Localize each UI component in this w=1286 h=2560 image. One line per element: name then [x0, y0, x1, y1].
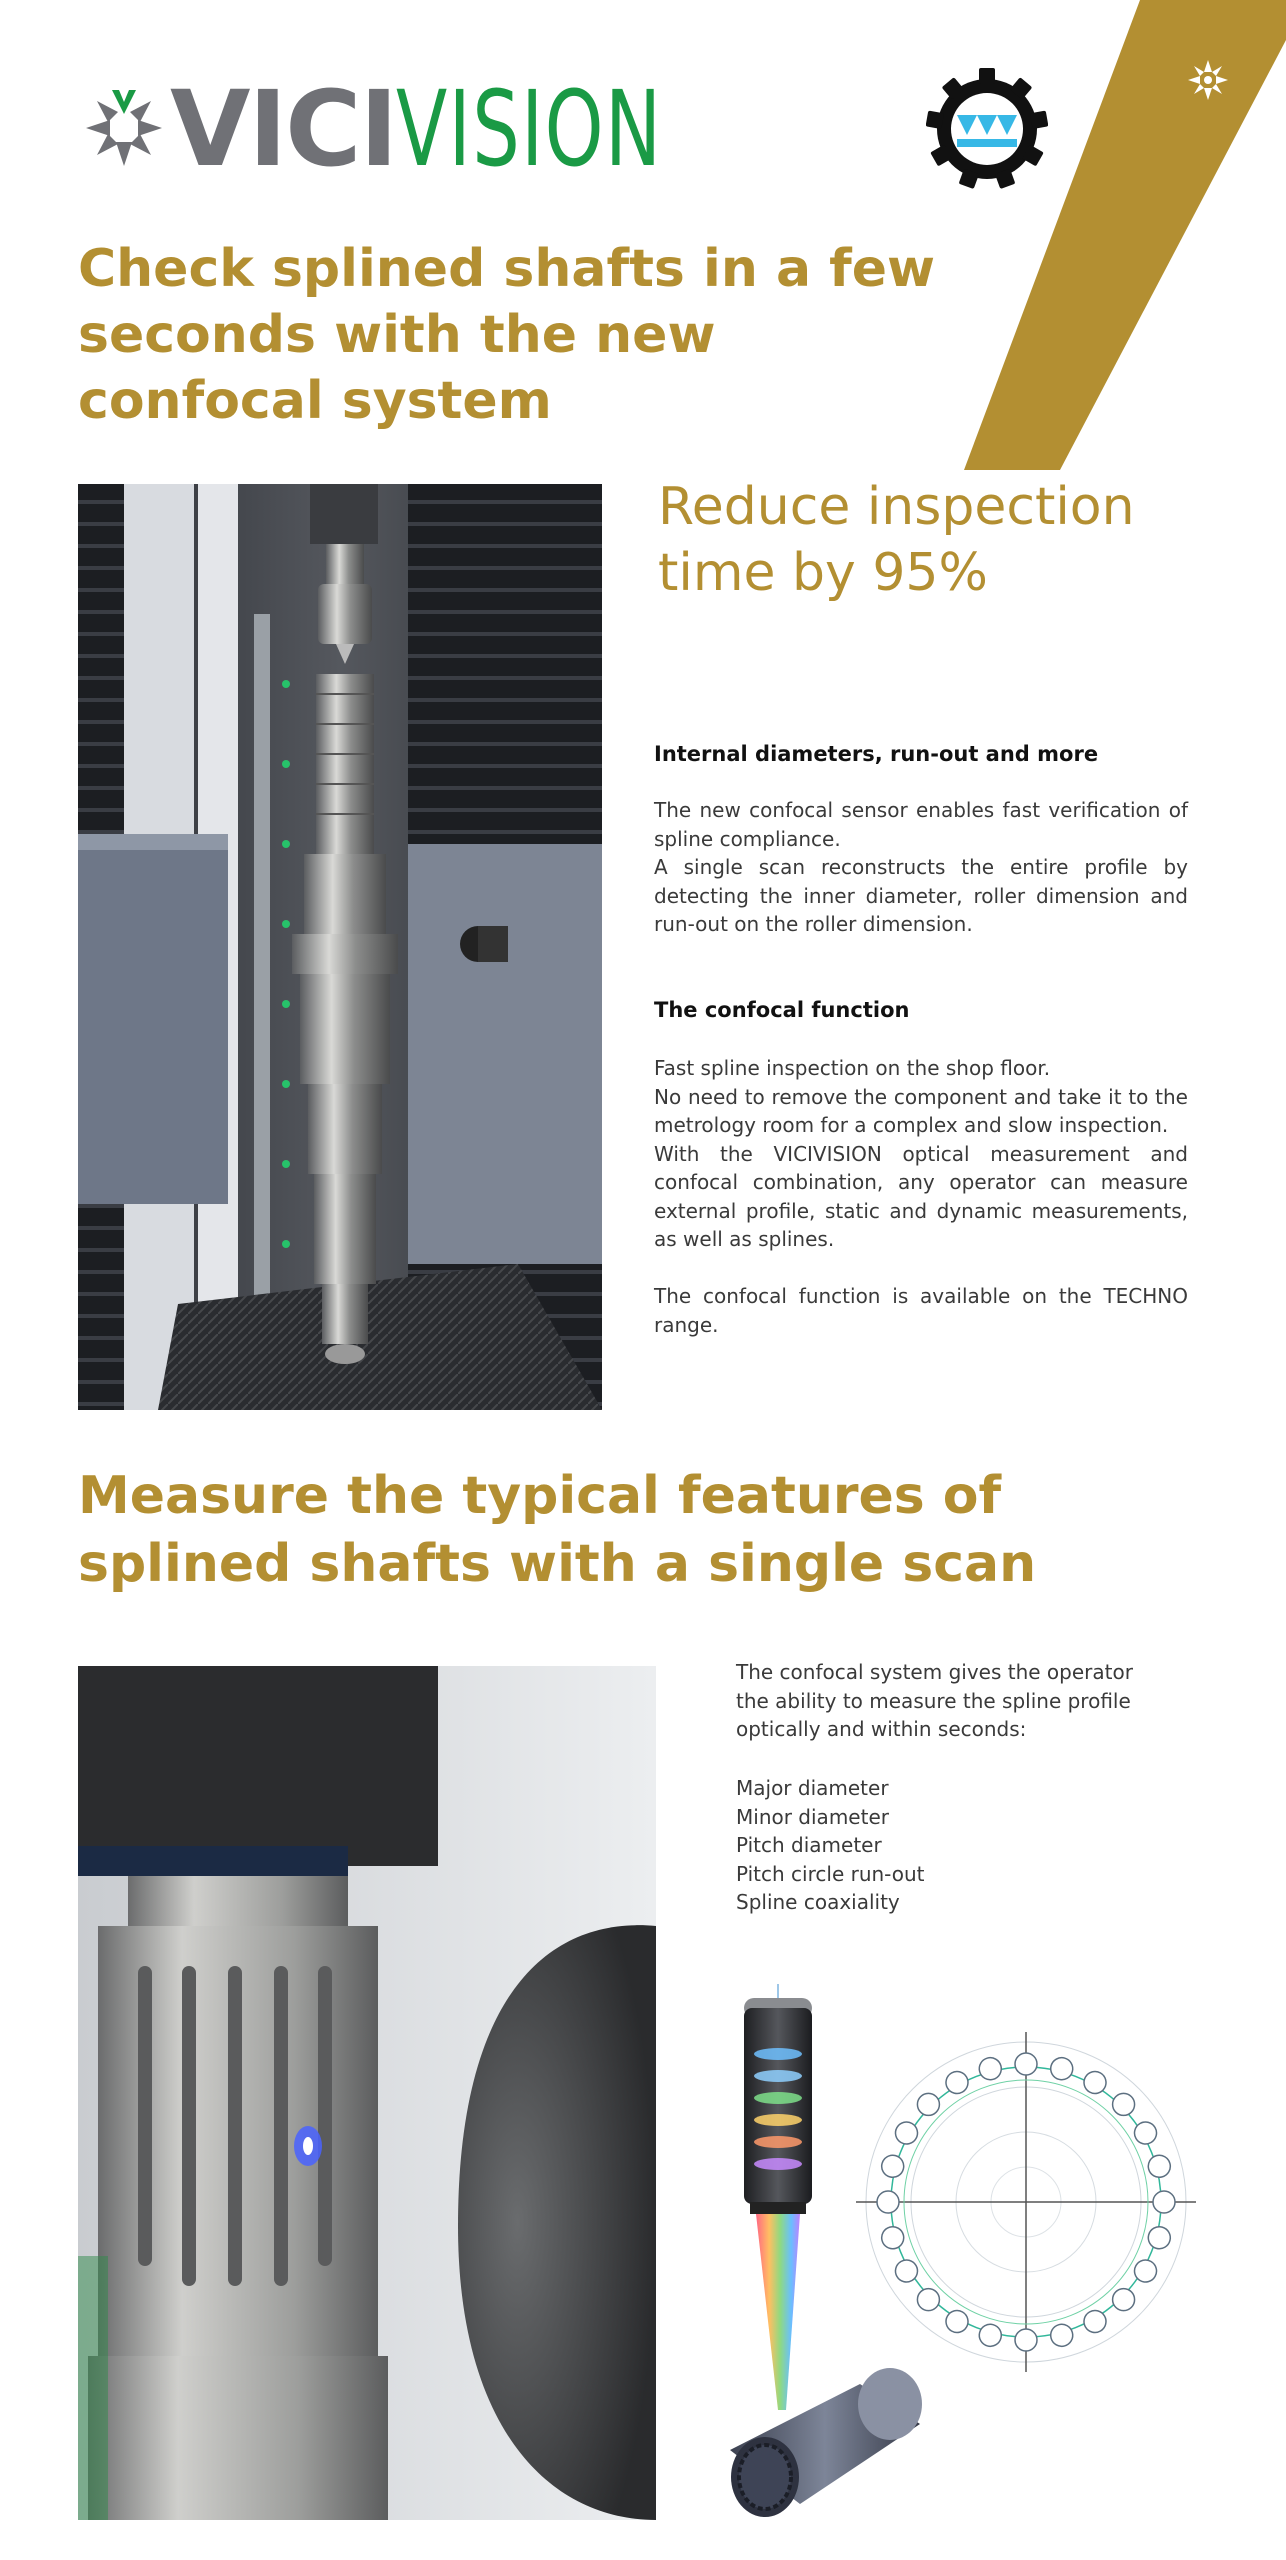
- paragraph: With the VICIVISION optical measurement and confocal combination, any operator can measure external profile, static and dynamic measurements, as well as splines.: [654, 1141, 1188, 1251]
- confocal-spline-diagram: [720, 1984, 1204, 2524]
- spline-profile-plot: [856, 2032, 1196, 2372]
- list-item: Pitch circle run-out: [736, 1861, 925, 1886]
- logo-text-bold: VICI: [170, 68, 397, 190]
- paragraph: A single scan reconstructs the entire profile by detecting the inner diameter, roller dimension and run-out on the roller dimension.: [654, 855, 1188, 936]
- machine-photo: [78, 484, 602, 1410]
- section-title-measure: Measure the typical features of splined shafts with a single scan: [78, 1466, 1037, 1594]
- list-item: Spline coaxiality: [736, 1890, 900, 1914]
- paragraph: The new confocal sensor enables fast verification of spline compliance.: [654, 798, 1188, 851]
- section-body-confocal-function: [654, 1054, 1188, 1254]
- availability-note: The confocal function is available on the TECHNO range.: [654, 1284, 1188, 1337]
- section-heading-confocal-function: The confocal function: [654, 998, 910, 1022]
- vicivision-logo: [170, 68, 766, 190]
- section-heading-internal-diameters: Internal diameters, run-out and more: [654, 742, 1099, 766]
- list-item: Pitch diameter: [736, 1833, 882, 1857]
- feature-list: [736, 1774, 925, 1917]
- snowflake-emblem-icon: [1188, 60, 1228, 100]
- list-item: Major diameter: [736, 1776, 889, 1800]
- spline-closeup-photo: [78, 1666, 656, 2520]
- logo-text-light: VISION: [396, 68, 663, 190]
- splined-workpiece-icon: [730, 2368, 922, 2517]
- list-item: Minor diameter: [736, 1804, 889, 1829]
- vicivision-emblem-icon: [84, 88, 164, 168]
- confocal-sensor-icon: [744, 1984, 812, 2214]
- measure-intro: The confocal system gives the operator the ability to measure the spline profile optically and within seconds:: [736, 1660, 1133, 1741]
- section-body-internal-diameters: [654, 796, 1188, 939]
- paragraph: No need to remove the component and take it to the metrology room for a complex and slow inspection.: [654, 1084, 1188, 1137]
- gear-emblem-icon: [926, 68, 1048, 190]
- paragraph: Fast spline inspection on the shop floor.: [654, 1056, 1051, 1080]
- page-title: Check splined shafts in a few seconds with the new confocal system: [78, 239, 936, 431]
- subtitle: Reduce inspection time by 95%: [658, 477, 1135, 603]
